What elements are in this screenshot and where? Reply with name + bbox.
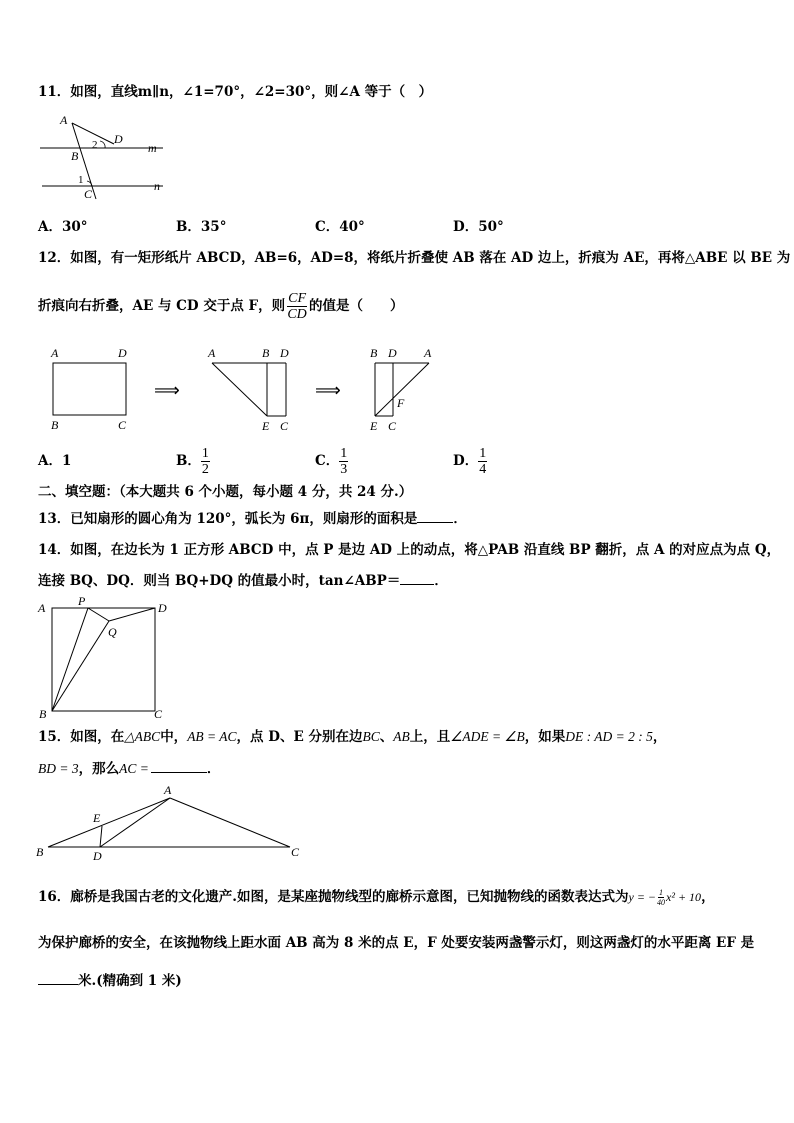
q12-option-b-label: B． bbox=[176, 453, 201, 469]
q11-option-d: D．50° bbox=[453, 219, 504, 235]
q15-ac: AC = bbox=[119, 761, 149, 776]
q12-f1-C: C bbox=[118, 418, 127, 432]
q15-label-A: A bbox=[164, 783, 172, 797]
q15-label-B: B bbox=[36, 845, 44, 859]
q15-sep: 、 bbox=[379, 729, 394, 745]
q12-option-c-den: 3 bbox=[340, 461, 348, 477]
q12-f2-A: A bbox=[208, 346, 216, 360]
q15-bc: BC bbox=[362, 729, 380, 744]
section-2-heading: 二、填空题：（本大题共 6 个小题，每小题 4 分，共 24 分.） bbox=[38, 484, 413, 500]
q11-option-c: C．40° bbox=[315, 219, 365, 235]
q12-f2-D: D bbox=[280, 346, 289, 360]
q12-f3-D: D bbox=[388, 346, 397, 360]
q12-f2-C: C bbox=[280, 419, 289, 433]
q12-option-b-den: 2 bbox=[201, 461, 209, 477]
q16-line3-text: 米.(精确到 1 米) bbox=[78, 973, 182, 989]
q12-stem-pre: 折痕向右折叠，AE 与 CD 交于点 F，则 bbox=[38, 298, 286, 314]
q12-stem-line2 bbox=[38, 287, 404, 325]
q13-tail: ． bbox=[453, 511, 467, 527]
q15-t1: 15．如图，在 bbox=[38, 729, 125, 745]
q15-t2: 中， bbox=[160, 729, 188, 745]
q15-line1 bbox=[38, 728, 666, 746]
q16-formula-num: 1 bbox=[659, 887, 664, 897]
q15-angle-eq: ∠ADE = ∠B bbox=[450, 729, 525, 744]
q12-f2-E: E bbox=[262, 419, 270, 433]
q12-f3-B: B bbox=[370, 346, 378, 360]
q14-answer-blank[interactable] bbox=[400, 584, 434, 585]
q16-formula-post: x² + 10 bbox=[666, 890, 702, 904]
q13-answer-blank[interactable] bbox=[417, 522, 453, 523]
q12-option-d-label: D． bbox=[453, 453, 479, 469]
q11-option-a: A．30° bbox=[38, 219, 88, 235]
q11-label-n: n bbox=[154, 179, 160, 193]
q12-option-d bbox=[453, 440, 487, 482]
q13-stem bbox=[38, 510, 467, 528]
q16-formula-den: 40 bbox=[657, 897, 666, 907]
q12-f2-B: B bbox=[262, 346, 270, 360]
q12-f3-C: C bbox=[388, 419, 397, 433]
q11-label-D: D bbox=[114, 132, 123, 146]
q16-line2: 为保护廊桥的安全，在该抛物线上距水面 AB 高为 8 米的点 E，F 处要安装两盏警示灯，则这两盏灯的水平距离 EF 是 bbox=[38, 935, 755, 951]
q11-label-A: A bbox=[60, 113, 68, 127]
q16-line1-tail: ， bbox=[701, 889, 715, 905]
q11-label-B: B bbox=[71, 149, 79, 163]
q14-label-C: C bbox=[154, 707, 163, 721]
q12-option-d-frac bbox=[478, 446, 487, 477]
q15-t7: ，那么 bbox=[78, 761, 120, 777]
q15-tail: ． bbox=[206, 761, 221, 777]
q16-answer-blank[interactable] bbox=[38, 984, 78, 985]
q16-line3 bbox=[38, 972, 182, 990]
q16-line1 bbox=[38, 882, 715, 912]
q15-ab: AB bbox=[393, 729, 410, 744]
q12-f1-B: B bbox=[51, 418, 59, 432]
q12-f1-D: D bbox=[118, 346, 127, 360]
q12-arrow-1: ⟹ bbox=[154, 380, 180, 401]
q11-label-2: 2 bbox=[92, 139, 98, 151]
q16-formula-frac bbox=[657, 888, 665, 907]
q12-stem-post: 的值是（ ） bbox=[309, 298, 404, 314]
q15-triangle: △ABC bbox=[124, 729, 161, 744]
q12-frac-den: CD bbox=[287, 306, 307, 322]
q11-option-b: B．35° bbox=[176, 219, 227, 235]
q11-figure bbox=[38, 112, 178, 207]
q11-stem: 11．如图，直线m∥n，∠1=70°，∠2=30°，则∠A 等于（ ） bbox=[38, 84, 433, 100]
q12-fraction bbox=[287, 291, 307, 322]
q11-label-1: 1 bbox=[78, 174, 84, 186]
q11-label-m: m bbox=[148, 141, 157, 155]
q14-figure bbox=[36, 594, 176, 722]
q15-ratio: DE : AD = 2 : 5 bbox=[565, 729, 653, 744]
q14-label-A: A bbox=[38, 601, 46, 615]
q12-f3-E: E bbox=[370, 419, 378, 433]
q15-label-C: C bbox=[291, 845, 300, 859]
q12-figure-2 bbox=[206, 344, 296, 434]
q12-stem-line1: 12．如图，有一矩形纸片 ABCD，AB=6，AD=8，将纸片折叠使 AB 落在 AD 边上，折痕为 AE，再将△ABE 以 BE 为 bbox=[38, 250, 791, 266]
q16-line1-text: 16．廊桥是我国古老的文化遗产.如图，是某座抛物线型的廊桥示意图，已知抛物线的函数表达式为 bbox=[38, 889, 629, 905]
q14-line2 bbox=[38, 572, 448, 590]
q12-option-b bbox=[176, 440, 210, 482]
q12-figure-1 bbox=[48, 344, 138, 434]
q12-option-c-label: C． bbox=[315, 453, 340, 469]
q15-label-E: E bbox=[93, 811, 101, 825]
q12-figure-3 bbox=[366, 344, 446, 434]
q12-f3-F: F bbox=[397, 396, 405, 410]
q15-line2 bbox=[38, 760, 220, 778]
q15-answer-blank[interactable] bbox=[151, 772, 207, 773]
q11-label-C: C bbox=[84, 187, 93, 201]
q12-option-d-num: 1 bbox=[479, 445, 487, 461]
q12-f1-A: A bbox=[51, 346, 59, 360]
q16-formula-pre: y = − bbox=[628, 890, 657, 904]
q12-arrow-2: ⟹ bbox=[315, 380, 341, 401]
q12-frac-num: CF bbox=[288, 290, 306, 306]
q15-figure bbox=[34, 782, 314, 864]
q12-option-c-num: 1 bbox=[340, 445, 348, 461]
q15-t6: ， bbox=[652, 729, 667, 745]
q14-label-Q: Q bbox=[108, 625, 117, 639]
q14-label-D: D bbox=[158, 601, 167, 615]
q15-label-D: D bbox=[93, 849, 102, 863]
q15-bd: BD = 3 bbox=[38, 761, 79, 776]
q12-option-c-frac bbox=[339, 446, 348, 477]
q12-option-b-num: 1 bbox=[201, 445, 209, 461]
q15-t5: ，如果 bbox=[524, 729, 566, 745]
q14-line2-text: 连接 BQ、DQ．则当 BQ+DQ 的值最小时，tan∠ABP＝ bbox=[38, 573, 401, 589]
q12-f3-A: A bbox=[424, 346, 432, 360]
q12-option-b-frac bbox=[201, 446, 210, 477]
q14-label-P: P bbox=[78, 594, 86, 608]
q12-option-c bbox=[315, 440, 348, 482]
q12-option-a: A．1 bbox=[38, 453, 72, 469]
q13-text: 13．已知扇形的圆心角为 120°，弧长为 6π，则扇形的面积是 bbox=[38, 511, 418, 527]
q15-eq-ab-ac: AB = AC bbox=[187, 729, 237, 744]
q14-line1: 14．如图，在边长为 1 正方形 ABCD 中，点 P 是边 AD 上的动点，将△PAB 沿直线 BP 翻折，点 A 的对应点为点 Q， bbox=[38, 542, 781, 558]
q15-t3: ，点 D、E 分别在边 bbox=[236, 729, 363, 745]
q15-t4: 上，且 bbox=[409, 729, 451, 745]
q14-tail: ． bbox=[434, 573, 448, 589]
q14-label-B: B bbox=[39, 707, 47, 721]
q12-option-d-den: 4 bbox=[479, 461, 487, 477]
